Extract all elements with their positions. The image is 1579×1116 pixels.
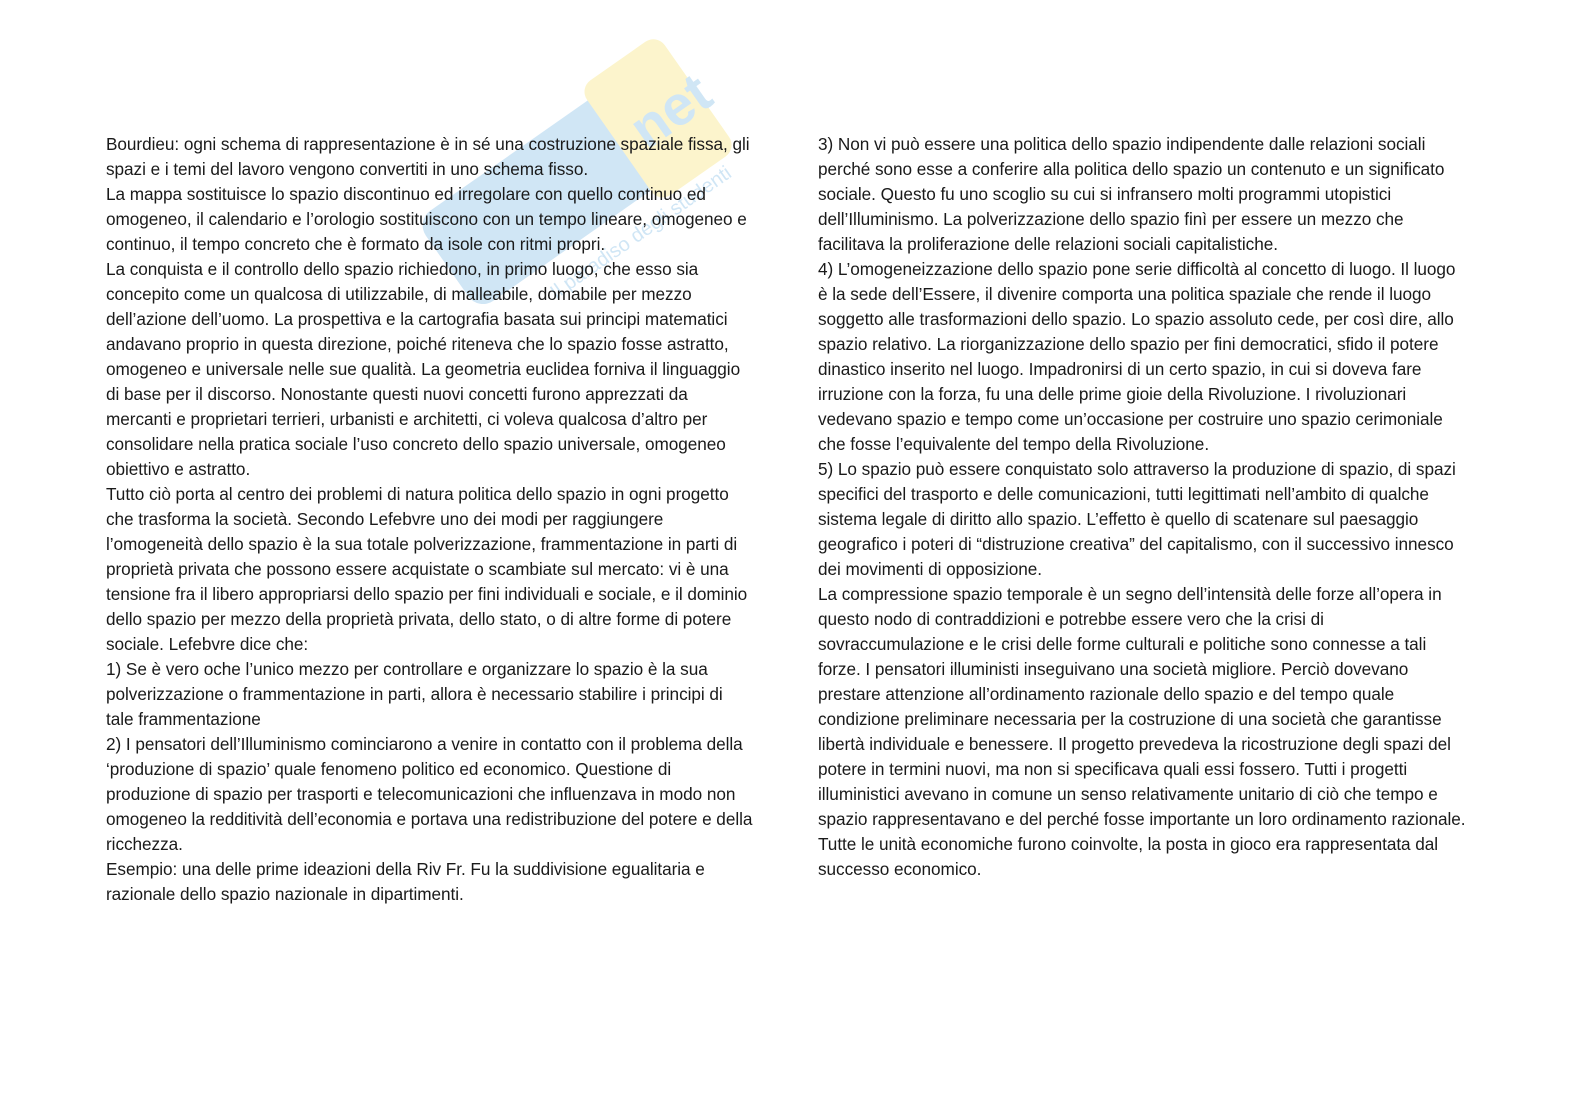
watermark-text: net [617, 60, 723, 161]
paragraph-mappa: La mappa sostituisce lo spazio discontinuo ed irregolare con quello continuo ed omogeneo, il calendario e l’orologio sostituiscono con un tempo lineare, omogeneo e continuo, il tempo concreto che è formato da isole con ritmi propri. [106, 184, 747, 254]
watermark-subtext: Il paradiso degli studenti [546, 161, 736, 304]
paragraph-esempio: Esempio: una delle prime ideazioni della Riv Fr. Fu la suddivisione egualitaria e razionale dello spazio nazionale in dipartimenti. [106, 859, 705, 904]
paragraph-point-1: 1) Se è vero oche l’unico mezzo per controllare e organizzare lo spazio è la sua polverizzazione o frammentazione in parti, allora è necessario stabilire i principi di tale frammentazione [106, 659, 723, 729]
paragraph-conquista: La conquista e il controllo dello spazio richiedono, in primo luogo, che esso sia concepito come un qualcosa di utilizzabile, di malleabile, domabile per mezzo dell’azione dell’uomo. La prospettiva e la cartografia basata sui principi matematici andavano proprio in questa direzione, poiché riteneva che lo spazio fosse astratto, omogeneo e universale nelle sue qualità. La geometria euclidea forniva il linguaggio di base per il discorso. Nonostante questi nuovi concetti furono apprezzati da mercanti e proprietari terrieri, urbanisti e architetti, ci voleva qualcosa d’altro per consolidare nella pratica sociale l’uso concreto dello spazio universale, omogeneo obiettivo e astratto. [106, 259, 741, 479]
paragraph-point-3: 3) Non vi può essere una politica dello spazio indipendente dalle relazioni sociali perché sono esse a conferire alla politica dello spazio un contenuto e un significato sociale. Questo fu uno scoglio su cui si infransero molti programmi utopistici dell’Illuminismo. La polverizzazione dello spazio finì per essere un mezzo che facilitava la proliferazione delle relazioni sociali capitalistiche. [818, 134, 1445, 254]
paragraph-point-5: 5) Lo spazio può essere conquistato solo attraverso la produzione di spazio, di spazi specifici del trasporto e delle comunicazioni, tutti legittimati nell’ambito di qualche sistema legale di diritto allo spazio. L’effetto è quello di scatenare sul paesaggio geografico i poteri di “distruzione creativa” del capitalismo, con il successivo innesco dei movimenti di opposizione. [818, 459, 1456, 579]
left-column [106, 132, 754, 907]
right-column [818, 132, 1468, 882]
paragraph-point-4: 4) L’omogeneizzazione dello spazio pone serie difficoltà al concetto di luogo. Il luogo è la sede dell’Essere, il divenire comporta una politica spaziale che rende il luogo soggetto alle trasformazioni dello spazio. Lo spazio assoluto cede, per così dire, allo spazio relativo. La riorganizzazione dello spazio per fini democratici, sfido il potere dinastico inserito nel luogo. Impadronirsi di un certo spazio, in cui si doveva fare irruzione con la forza, fu una delle prime gioie della Rivoluzione. I rivoluzionari vedevano spazio e tempo come un’occasione per costruire uno spazio cerimoniale che fosse l’equivalente del tempo della Rivoluzione. [818, 259, 1456, 454]
paragraph-compressione: La compressione spazio temporale è un segno dell’intensità delle forze all’opera in questo nodo di contraddizioni e potrebbe essere vero che la crisi di sovraccumulazione e le crisi delle forme culturali e politiche sono connesse a tali forze. I pensatori illuministi inseguivano una società migliore. Perciò dovevano prestare attenzione all’ordinamento razionale dello spazio e del tempo quale condizione preliminare necessaria per la costruzione di una società che garantisse libertà individuale e benessere. Il progetto prevedeva la ricostruzione degli spazi del potere in termini nuovi, ma non si specificava quali essi fossero. Tutti i progetti illuministici avevano in comune un senso relativamente unitario di ciò che tempo e spazio rappresentavano e del perché fosse importante un loro ordinamento razionale. Tutte le unità economiche furono coinvolte, la posta in gioco era rappresentata dal successo economico. [818, 584, 1466, 879]
paragraph-point-2: 2) I pensatori dell’Illuminismo cominciarono a venire in contatto con il problema della ‘produzione di spazio’ quale fenomeno politico ed economico. Questione di produzione di spazio per trasporti e telecomunicazioni che influenzava in modo non omogeneo la redditività dell’economia e portava una redistribuzione del potere e della ricchezza. [106, 734, 753, 854]
paragraph-bourdieu: Bourdieu: ogni schema di rappresentazione è in sé una costruzione spaziale fissa, gli spazi e i temi del lavoro vengono convertiti in uno schema fisso. [106, 134, 750, 179]
paragraph-lefebvre: Tutto ciò porta al centro dei problemi di natura politica dello spazio in ogni progetto che trasforma la società. Secondo Lefebvre uno dei modi per raggiungere l’omogeneità dello spazio è la sua totale polverizzazione, frammentazione in parti di proprietà privata che possono essere acquistate o scambiate sul mercato: vi è una tensione fra il libero appropriarsi dello spazio per fini individuali e sociale, e il dominio dello spazio per mezzo della proprietà privata, dello stato, o di altre forme di potere sociale. Lefebvre dice che: [106, 484, 748, 654]
